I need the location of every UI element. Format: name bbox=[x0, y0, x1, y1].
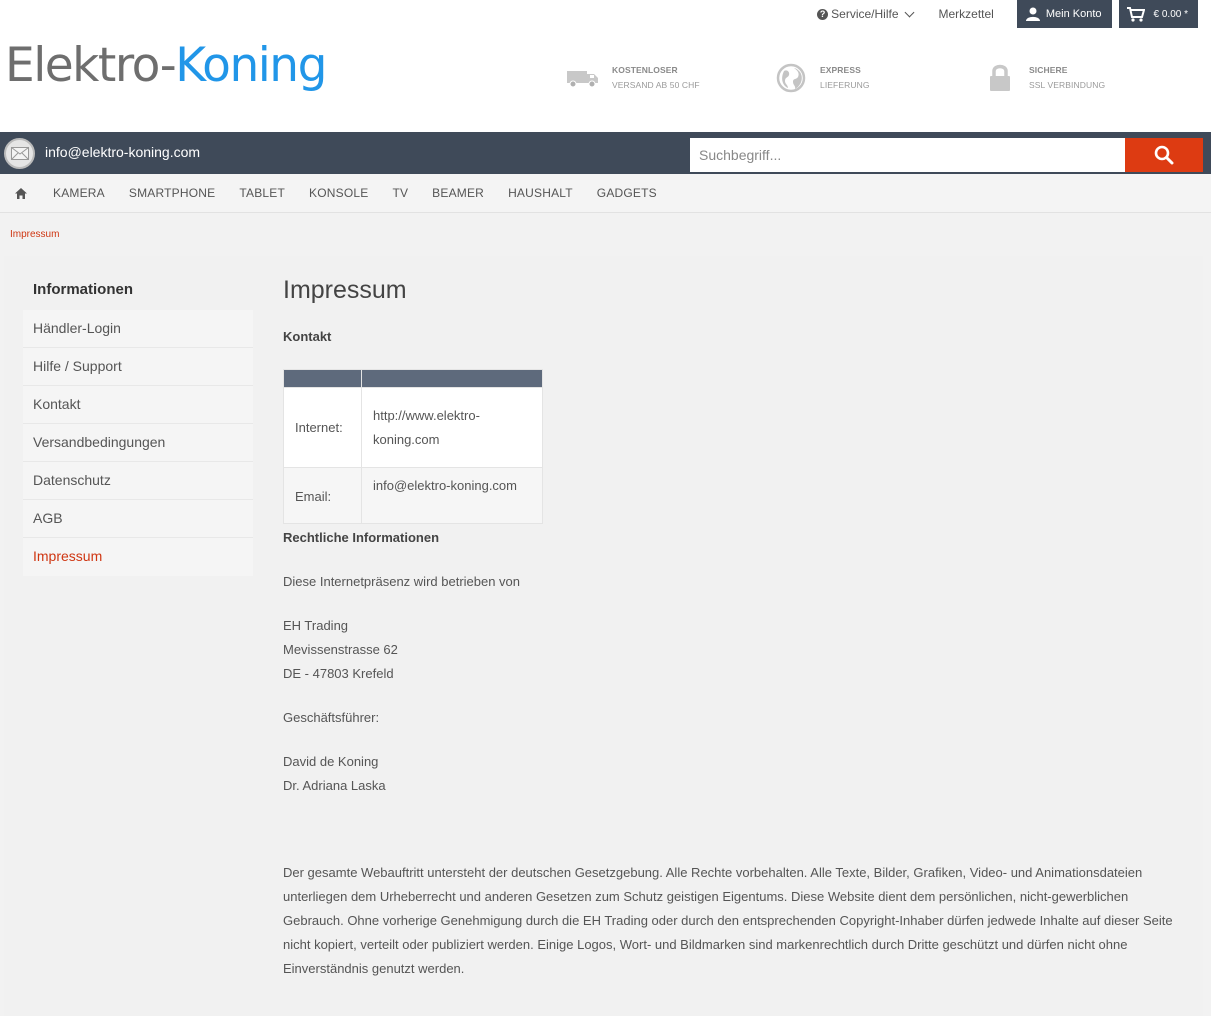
search-input[interactable] bbox=[690, 138, 1125, 172]
legal-disclaimer: Der gesamte Webauftritt untersteht der deutschen Gesetzgebung. Alle Rechte vorbehalten. Alle Texte, Bilder, Grafiken, Video- und Animationsdateien unterliegen dem Urheberrecht und anderen Gesetzen zum Schutz geistigen Eigentums. Diese Website dient dem persönlichen, nicht-gewerblichen Gebrauch. Ohne vorherige Genehmigung durch die EH Trading oder durch den entsprechenden Copyright-Inhaber dürfen jedwede Inhalte auf dieser Seite nicht kopiert, verteilt oder publiziert werden. Einige Logos, Wort- und Bildmarken sind markenrechtlich durch Dritte geschützt und dürfen nicht ohne Einverständnis genutzt werden. bbox=[283, 865, 1173, 976]
main-navigation bbox=[0, 174, 1211, 213]
truck-icon bbox=[566, 63, 600, 93]
email-value[interactable]: info@elektro-koning.com bbox=[362, 468, 543, 524]
nav-item-kamera[interactable]: KAMERA bbox=[53, 186, 105, 200]
contact-email-link[interactable]: info@elektro-koning.com bbox=[45, 144, 201, 160]
nav-item-konsole[interactable]: KONSOLE bbox=[309, 186, 369, 200]
cart-button[interactable] bbox=[1119, 0, 1198, 28]
globe-icon bbox=[774, 63, 808, 93]
sidebar-item-datenschutz[interactable]: Datenschutz bbox=[23, 462, 253, 500]
usp-free-shipping: KOSTENLOSER VERSAND AB 50 CHF bbox=[566, 63, 700, 93]
question-icon: ? bbox=[817, 9, 828, 20]
user-icon bbox=[1026, 7, 1040, 21]
account-button[interactable] bbox=[1017, 0, 1112, 28]
nav-item-smartphone[interactable]: SMARTPHONE bbox=[128, 186, 216, 200]
table-header-row bbox=[284, 370, 543, 388]
usp-ssl: SICHERE SSL VERBINDUNG bbox=[983, 63, 1105, 93]
email-label: Email: bbox=[284, 468, 362, 524]
nav-item-tablet[interactable]: TABLET bbox=[239, 186, 286, 200]
envelope-icon bbox=[4, 138, 35, 169]
company-name: EH Trading bbox=[283, 618, 349, 633]
info-sidebar bbox=[23, 272, 253, 576]
service-help-label: Service/Hilfe bbox=[831, 7, 899, 21]
page-title: Impressum bbox=[283, 276, 407, 304]
lock-icon bbox=[983, 63, 1017, 93]
breadcrumb[interactable]: Impressum bbox=[10, 229, 60, 240]
contact-table bbox=[283, 369, 543, 524]
cart-total: € 0.00 * bbox=[1153, 8, 1188, 20]
manager-1: David de Koning bbox=[283, 754, 379, 769]
top-bar bbox=[817, 0, 1198, 28]
chevron-down-icon bbox=[904, 7, 914, 17]
sidebar-item-versandbedingungen[interactable]: Versandbedingungen bbox=[23, 424, 253, 462]
company-city: DE - 47803 Krefeld bbox=[283, 666, 394, 681]
sidebar-item-kontakt[interactable]: Kontakt bbox=[23, 386, 253, 424]
content-panel bbox=[4, 256, 1203, 1016]
nav-item-gadgets[interactable]: GADGETS bbox=[596, 186, 657, 200]
merkzettel-link[interactable]: Merkzettel bbox=[938, 7, 994, 21]
legal-heading: Rechtliche Informationen bbox=[283, 530, 440, 545]
account-label: Mein Konto bbox=[1045, 8, 1102, 20]
internet-label: Internet: bbox=[284, 388, 362, 468]
sidebar-title: Informationen bbox=[33, 281, 133, 298]
internet-value[interactable]: http://www.elektro- koning.com bbox=[362, 388, 543, 468]
sidebar-list bbox=[23, 310, 253, 576]
contact-search-bar bbox=[0, 132, 1211, 174]
site-header bbox=[0, 0, 1211, 132]
sidebar-item-impressum[interactable]: Impressum bbox=[23, 538, 253, 576]
home-icon[interactable] bbox=[15, 187, 27, 199]
site-logo[interactable]: Elektro-Koning bbox=[5, 38, 326, 93]
table-row bbox=[284, 468, 543, 524]
usp-express: EXPRESS LIEFERUNG bbox=[774, 63, 870, 93]
service-help-menu[interactable] bbox=[817, 7, 912, 21]
company-street: Mevissenstrasse 62 bbox=[283, 642, 398, 657]
search-button[interactable] bbox=[1125, 138, 1203, 172]
search-icon bbox=[1154, 145, 1174, 165]
nav-item-haushalt[interactable]: HAUSHALT bbox=[508, 186, 573, 200]
manager-2: Dr. Adriana Laska bbox=[283, 778, 386, 793]
cart-icon bbox=[1127, 7, 1145, 22]
sidebar-item-haendler-login[interactable]: Händler-Login bbox=[23, 310, 253, 348]
table-row bbox=[284, 388, 543, 468]
managers-label: Geschäftsführer: bbox=[283, 710, 380, 725]
sidebar-item-agb[interactable]: AGB bbox=[23, 500, 253, 538]
sidebar-item-hilfe-support[interactable]: Hilfe / Support bbox=[23, 348, 253, 386]
operated-by-text: Diese Internetpräsenz wird betrieben von bbox=[283, 574, 521, 589]
nav-item-tv[interactable]: TV bbox=[392, 186, 409, 200]
nav-item-beamer[interactable]: BEAMER bbox=[432, 186, 485, 200]
kontakt-heading: Kontakt bbox=[283, 329, 332, 344]
